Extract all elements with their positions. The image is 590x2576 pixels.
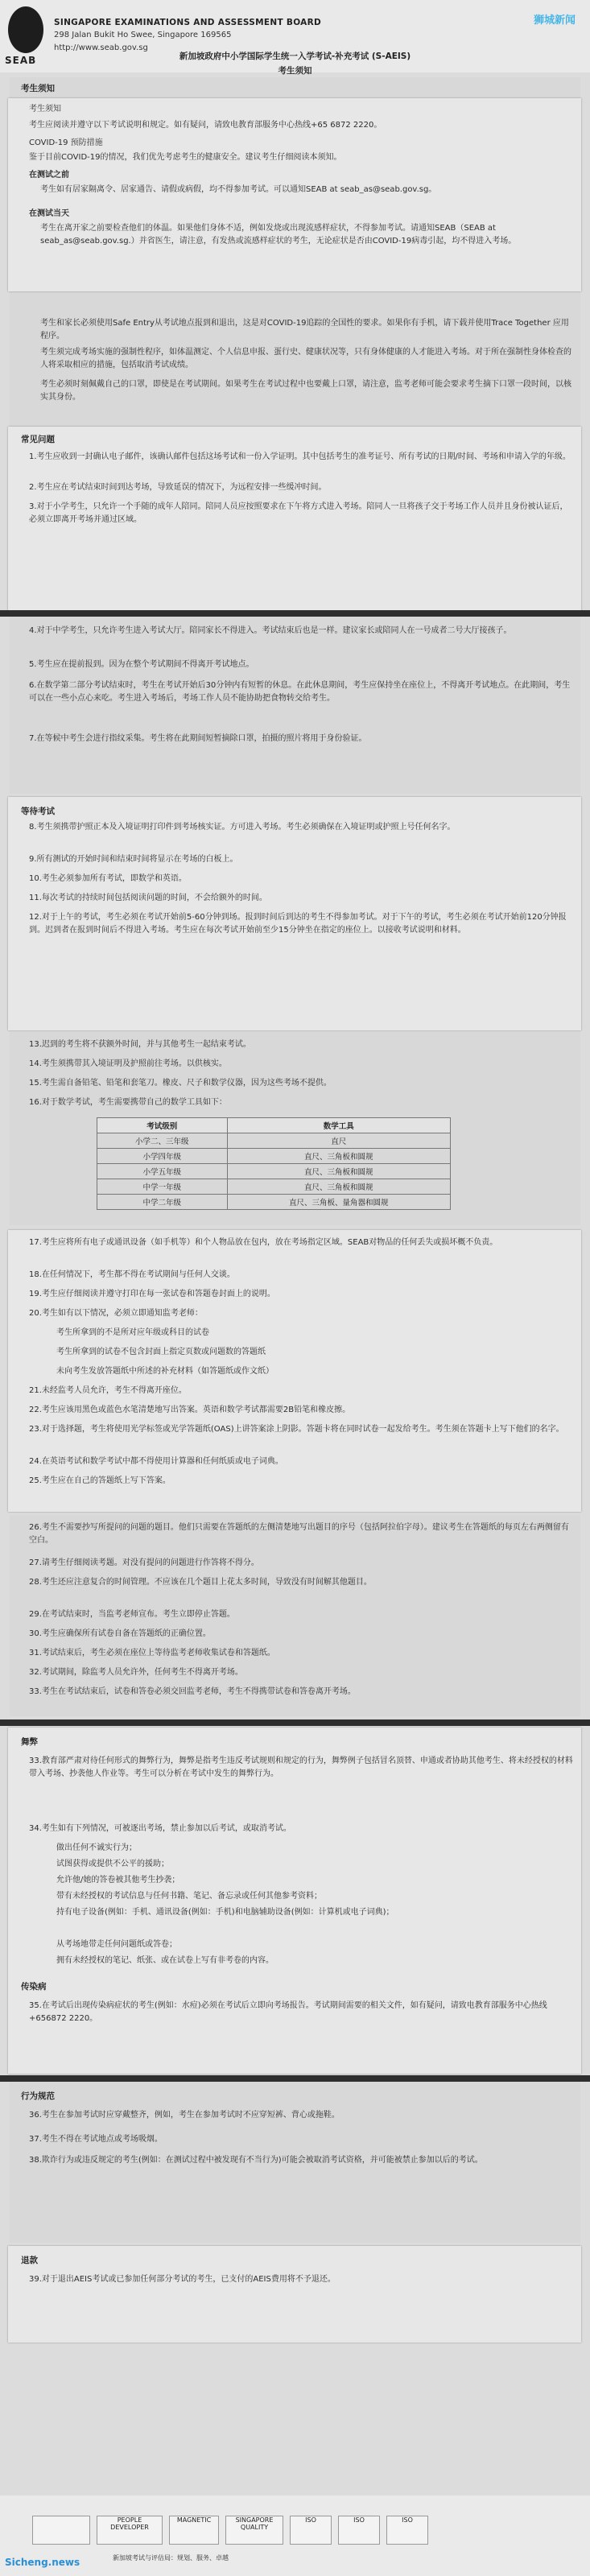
cheat-34-ii: 试图获得或提供不公平的援助； xyxy=(56,1860,169,1868)
cell: 小学二、三年级 xyxy=(97,1133,228,1149)
before-title: 在测试之前 xyxy=(29,171,69,180)
wait-18: 18.在任何情况下，考生都不得在考试期间与任何人交谈。 xyxy=(29,1270,235,1279)
wait-11: 11.每次考试的持续时间包括阅读问题的时间，不会给额外的时间。 xyxy=(29,894,267,902)
cell: 小学四年级 xyxy=(97,1149,228,1164)
cheat-34-vi: 从考场地带走任何问题纸或答卷； xyxy=(56,1940,177,1949)
faq-7: 7.在等候中考生会进行指纹采集。考生将在此期间短暂摘除口罩，拍摄的照片将用于身份验证。 xyxy=(29,734,367,743)
cell: 直尺、三角板和圆规 xyxy=(227,1164,450,1179)
section-faq-2 xyxy=(10,617,580,794)
board-name: SINGAPORE EXAMINATIONS AND ASSESSMENT BOARD xyxy=(54,18,321,27)
address: 298 Jalan Bukit Ho Swee, Singapore 169565 xyxy=(54,31,232,39)
wait-10: 10.考生必须参加所有考试，即数学和英语。 xyxy=(29,874,187,883)
cheat-34-v: 持有电子设备(例如：手机、通讯设备(例如：手机)和电脑辅助设备(例如：计算机或电子词典)； xyxy=(56,1908,394,1917)
sicheng-watermark: Sicheng.news xyxy=(5,2557,80,2568)
logo-badge xyxy=(32,2516,90,2545)
doc-title: 新加坡政府中小学国际学生统一入学考试-补充考试 (S-AEIS) xyxy=(179,52,411,61)
divider xyxy=(0,1719,590,1726)
wait-17: 17.考生应将所有电子或通讯设备（如手机等）和个人物品放在包内，放在考场指定区域。SEAB对物品的任何丢失或损坏概不负责。 xyxy=(29,1238,498,1247)
col-tools: 数学工具 xyxy=(227,1118,450,1133)
cheat-title: 舞弊 xyxy=(21,1737,38,1747)
faq-2: 2.考生应在考试结束时间到达考场，导致延误的情况下，为远程安排一些缓冲时间。 xyxy=(29,483,327,492)
seab-logo xyxy=(8,6,43,53)
cell: 直尺、三角板和圆规 xyxy=(227,1179,450,1195)
footer-caption: 新加坡考试与评估局：规划、服务、卓越 xyxy=(113,2554,229,2562)
divider xyxy=(0,610,590,617)
notice-p1: 考生应阅读并遵守以下考试说明和规定。如有疑问，请致电教育部服务中心热线+65 6872 2220。 xyxy=(29,121,382,130)
faq-3: 3.对于小学考生，只允许一个手随的成年人陪同。陪同人员应按照要求在下午将方式进入考场。陪同人一旦将孩子交于考场工作人员并且身份被认证后，必须立即离开考场并通过区域。 xyxy=(29,502,568,524)
conduct-title: 行为规范 xyxy=(21,2091,55,2101)
faq-5: 5.考生应在提前报到。因为在整个考试期间不得离开考试地点。 xyxy=(29,660,254,669)
cheat-34-i: 做出任何不诚实行为； xyxy=(56,1843,137,1852)
people-developer-logo: PEOPLE DEVELOPER xyxy=(97,2516,163,2545)
cheat-34-iv: 带有未经授权的考试信息与任何书籍、笔记、备忘录或任何其他参考资料； xyxy=(56,1892,322,1901)
wait-33: 33.考生在考试结束后，试卷和答卷必须交回监考老师，考生不得携带试卷和答卷离开考场。 xyxy=(29,1687,356,1696)
iso-logo-1: ISO xyxy=(290,2516,332,2545)
faq-title: 常见问题 xyxy=(21,435,55,444)
wait-9: 9.所有测试的开始时间和结束时间将显示在考场的白板上。 xyxy=(29,855,238,864)
infect-35: 35.在考试后出现传染病症状的考生(例如：水痘)必须在考试后立即向考场报告。考试期间需要的相关文件，如有疑问，请致电教育部服务中心热线+656872 2220。 xyxy=(29,2001,547,2023)
wait-19: 19.考生应仔细阅读并遵守打印在每一张试卷和答题卷封面上的说明。 xyxy=(29,1290,275,1298)
website-link[interactable]: http://www.seab.gov.sg xyxy=(54,43,148,52)
divider xyxy=(0,2075,590,2082)
before-i: 考生如有居家隔离令、居家通告、请假或病假，均不得参加考试。可以通知SEAB at seab_as@seab.gov.sg。 xyxy=(40,185,437,194)
logo-text: SEAB xyxy=(5,55,37,66)
wait-31: 31.考试结束后，考生必须在座位上等待监考老师收集试卷和答题纸。 xyxy=(29,1649,275,1657)
cheat-34-iii: 允许他/她的答卷被其他考生抄袭； xyxy=(56,1876,180,1885)
doc-subtitle: 考生须知 xyxy=(278,66,312,76)
table-row xyxy=(97,1164,451,1179)
table-row xyxy=(97,1195,451,1210)
cell: 直尺、三角板和圆规 xyxy=(227,1149,450,1164)
covid-title: COVID-19 预防措施 xyxy=(29,138,103,147)
wait-12: 12.对于上午的考试，考生必须在考试开始前5-60分钟到场。报到时间后到达的考生不得参加考试。对于下午的考试，考生必须在考试开始前120分钟报到。迟到者在报到时间后不得进入考场。考生应在每次考试开始前至少15分钟坐在指定的座位上。以接收考试说明和材料。 xyxy=(29,913,567,935)
wait-25: 25.考生应在自己的答题纸上写下答案。 xyxy=(29,1476,171,1485)
wait-30: 30.考生应确保所有试卷自备在答题纸的正确位置。 xyxy=(29,1629,211,1638)
wait-22: 22.考生应该用黑色或蓝色水笔清楚地写出答案。英语和数学考试都需要2B铅笔和橡皮擦。 xyxy=(29,1406,351,1414)
section-title: 考生须知 xyxy=(21,84,55,93)
cheat-33: 33.教育部严肃对待任何形式的舞弊行为，舞弊是指考生违反考试规则和规定的行为，舞弊例子包括冒名顶替、申通或者协助其他考生、将未经授权的材料带入考场、抄袭他人作业等。考生可以分析在考试中发生的舞弊行为。 xyxy=(29,1757,573,1778)
wait-20-ii: 考生所拿到的试卷不包含封面上指定页数或问题数的答题纸 xyxy=(56,1348,266,1356)
onday-iv: 考生须完成考场实施的强制性程序，如体温测定、个人信息申报、蛋行史、健康状况等，只有身体健康的人才能进入考场。对于所在强制性身体检查的人将采取相应的措施，包括取消考试成绩。 xyxy=(40,348,571,369)
col-level: 考试级别 xyxy=(97,1118,228,1133)
table-row xyxy=(97,1133,451,1149)
onday-iii: 考生和家长必须使用Safe Entry从考试地点报到和退出，这是对COVID-19追踪的全国性的要求。如果你有手机，请下载并使用Trace Together 应用程序。 xyxy=(40,319,569,341)
faq-1: 1.考生应收到一封确认电子邮件，该确认邮件包括这场考试和一份入学证明。其中包括考生的准考证号、所有考试的日期/时间、考场和申请入学的年级。 xyxy=(29,452,571,461)
wait-28: 28.考生还应注意复合的时间管理。不应该在几个题目上花太多时间，导致没有时间解其他题目。 xyxy=(29,1578,372,1587)
wait-23: 23.对于选择题，考生将使用光学标签或光学答题纸(OAS)上讲答案涂上阴影。答题卡将在同时试卷一起发给考生。考生须在答题卡上写下他们的名字。 xyxy=(29,1425,564,1434)
onday-ii: 考生在离开家之前要检查他们的体温。如果他们身体不适，例如发烧或出现流感样症状，不得参加考试。请通知SEAB（SEAB at seab_as@seab.gov.sg.）并省医生，请注意，有发热或流感样症状的考生，无论症状是否由COVID-19病毒引起，均不得进入考场。 xyxy=(40,224,517,246)
onday-title: 在测试当天 xyxy=(29,209,69,218)
faq-4: 4.对于中学考生，只允许考生进入考试大厅。陪同家长不得进入。考试结束后也是一样。建议家长或陪同人在一号成者二号大厅接孩子。 xyxy=(29,626,512,635)
conduct-38: 38.欺诈行为或违反规定的考生(例如：在测试过程中被发现有不当行为)可能会被取消考试资格，并可能被禁止参加以后的考试。 xyxy=(29,2156,483,2165)
table-row xyxy=(97,1179,451,1195)
wait-20-iii: 未向考生发放答题纸中所述的补充材料（如答题纸或作文纸） xyxy=(56,1367,274,1376)
wait-29: 29.在考试结束时，当监考老师宣布。考生立即停止答题。 xyxy=(29,1610,235,1619)
conduct-37: 37.考生不得在考试地点或考场吸烟。 xyxy=(29,2135,163,2144)
cheat-34-vii: 拥有未经授权的笔记、纸张、或在试卷上写有非考卷的内容。 xyxy=(56,1956,274,1965)
wait-20: 20.考生如有以下情况，必须立即通知监考老师： xyxy=(29,1309,203,1318)
onday-v: 考生必须时刻佩戴自己的口罩，即使是在考试期间。如果考生在考试过程中也要戴上口罩，请注意，监考老师可能会要求考生摘下口罩一段时间，以核实其身份。 xyxy=(40,380,571,402)
cell: 中学一年级 xyxy=(97,1179,228,1195)
cell: 中学二年级 xyxy=(97,1195,228,1210)
sq-logo: SINGAPORE QUALITY xyxy=(225,2516,283,2545)
wait-15: 15.考生需自备铅笔、铅笔和套笔刀。橡皮、尺子和数学仪器，因为这些考场不提供。 xyxy=(29,1079,332,1088)
notice-heading: 考生须知 xyxy=(29,105,61,114)
waiting-title: 等待考试 xyxy=(21,807,55,816)
iso-logo-2: ISO xyxy=(338,2516,380,2545)
conduct-36: 36.考生在参加考试时应穿戴整齐，例如，考生在参加考试时不应穿短裤、背心或拖鞋。 xyxy=(29,2111,340,2120)
magnetic-logo: MAGNETIC xyxy=(169,2516,219,2545)
table-row xyxy=(97,1149,451,1164)
watermark: 狮城新闻 xyxy=(533,14,576,27)
covid-body: 鉴于目前COVID-19的情况，我们优先考虑考生的健康安全。建议考生仔细阅读本须知。 xyxy=(29,153,342,162)
wait-21: 21.未经监考人员允许，考生不得离开座位。 xyxy=(29,1386,187,1395)
wait-32: 32.考试期间，除监考人员允许外，任何考生不得离开考场。 xyxy=(29,1668,243,1677)
cheat-34: 34.考生如有下列情况，可被逐出考场，禁止参加以后考试，或取消考试。 xyxy=(29,1824,291,1833)
refund-title: 退款 xyxy=(21,2256,38,2265)
wait-27: 27.请考生仔细阅读考题。对没有提问的问题进行作答将不得分。 xyxy=(29,1558,259,1567)
wait-24: 24.在英语考试和数学考试中都不得使用计算器和任何纸质或电子词典。 xyxy=(29,1457,283,1466)
wait-13: 13.迟到的考生将不获额外时间，并与其他考生一起结束考试。 xyxy=(29,1040,251,1049)
table-header xyxy=(97,1118,451,1133)
wait-16: 16.对于数学考试，考生需要携带自己的数学工具如下： xyxy=(29,1098,227,1107)
cell: 直尺 xyxy=(227,1133,450,1149)
refund-panel xyxy=(8,2246,581,2343)
refund-39: 39.对于退出AEIS考试或已参加任何部分考试的考生，已支付的AEIS费用将不予退还。 xyxy=(29,2275,336,2284)
math-tools-table xyxy=(97,1117,451,1210)
cell: 直尺、三角板、量角器和圆规 xyxy=(227,1195,450,1210)
infect-title: 传染病 xyxy=(21,1982,47,1992)
faq-6: 6.在数学第二部分考试结束时，考生在考试开始后30分钟内有短暂的休息。在此休息期间，考生应保持坐在座位上，不得离开考试地点。在此期间，考生可以在一些小点心来吃。考生进入考场后，考场工作人员不能协助把食物转交给考生。 xyxy=(29,681,571,703)
wait-8: 8.考生须携带护照正本及入境证明打印件到考场核实证。方可进入考场。考生必须确保在入境证明或护照上号任何名字。 xyxy=(29,823,456,832)
cell: 小学五年级 xyxy=(97,1164,228,1179)
iso-logo-3: ISO xyxy=(386,2516,428,2545)
wait-20-i: 考生所拿到的不是所对应年级或科目的试卷 xyxy=(56,1328,209,1337)
wait-26: 26.考生不需要抄写所提问的问题的题目。他们只需要在答题纸的左侧清楚地写出题目的序号（包括阿拉伯字母）。建议考生在答题纸的每页左右两侧留有空白。 xyxy=(29,1523,569,1545)
wait-14: 14.考生须携带其入境证明及护照前往考场。以供核实。 xyxy=(29,1059,227,1068)
